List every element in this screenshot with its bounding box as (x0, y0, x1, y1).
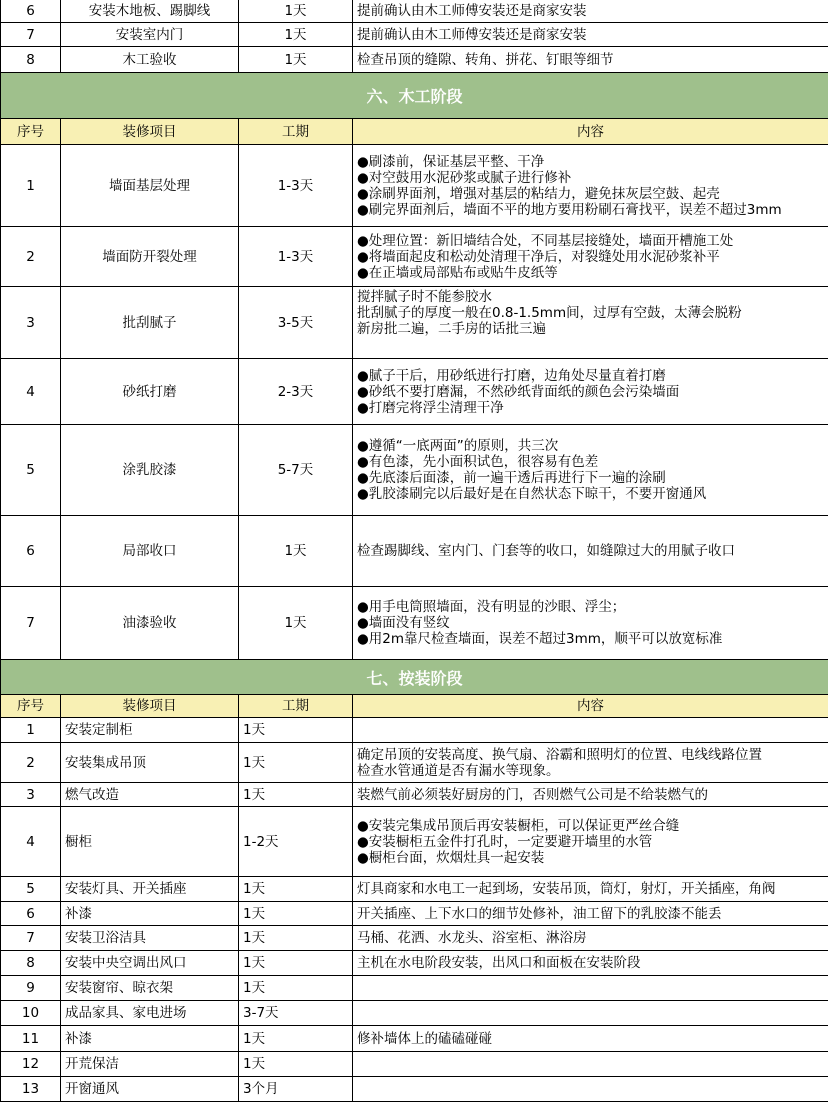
content-line: ●乳胶漆刷完以后最好是在自然状态下晾干，不要开窗通风 (357, 486, 707, 502)
cell-content[interactable] (353, 877, 828, 902)
cell-item[interactable]: 安装灯具、开关插座 (61, 877, 239, 902)
cell-item[interactable]: 局部收口 (61, 516, 239, 587)
cell-content[interactable] (353, 359, 828, 425)
cell-content[interactable] (353, 23, 828, 47)
cell-days[interactable]: 1天 (239, 976, 353, 1001)
cell-days[interactable]: 1天 (239, 0, 353, 23)
table-row (0, 359, 828, 425)
cell-item[interactable]: 安装卫浴洁具 (61, 926, 239, 951)
table-row (0, 718, 828, 743)
content-line: ●安装橱柜五金件打孔时，一定要避开墙里的水管 (357, 833, 653, 850)
content-line: 提前确认由木工师傅安装还是商家安装 (357, 3, 587, 19)
table-row (0, 877, 828, 902)
cell-no[interactable]: 3 (0, 287, 61, 359)
cell-item[interactable]: 成品家具、家电进场 (61, 1001, 239, 1026)
cell-item[interactable]: 补漆 (61, 1026, 239, 1052)
header-no: 序号 (0, 119, 61, 145)
cell-item[interactable]: 安装窗帘、晾衣架 (61, 976, 239, 1001)
table-row (0, 145, 828, 227)
section-title: 七、按装阶段 (0, 660, 828, 695)
cell-days[interactable]: 1天 (239, 926, 353, 951)
cell-item[interactable]: 油漆验收 (61, 587, 239, 660)
cell-content[interactable] (353, 1077, 828, 1102)
content-line: ●打磨完将浮尘清理干净 (357, 399, 504, 416)
header-content: 内容 (353, 119, 828, 145)
content-line: 主机在水电阶段安装，出风口和面板在安装阶段 (357, 955, 641, 971)
content-line: 检查踢脚线、室内门、门套等的收口，如缝隙过大的用腻子收口 (357, 543, 735, 559)
cell-days[interactable]: 1-2天 (239, 807, 353, 877)
content-line: 修补墙体上的磕磕碰碰 (357, 1030, 492, 1047)
content-line: 检查水管通道是否有漏水等现象。 (357, 762, 560, 779)
cell-item[interactable]: 橱柜 (61, 807, 239, 877)
section-title: 六、木工阶段 (0, 73, 828, 119)
table-row (0, 227, 828, 287)
table-row (0, 1077, 828, 1102)
cell-item[interactable]: 砂纸打磨 (61, 359, 239, 425)
cell-no[interactable]: 5 (0, 877, 61, 902)
cell-item[interactable]: 安装室内门 (61, 23, 239, 47)
table-row (0, 902, 828, 926)
cell-content[interactable] (353, 425, 828, 516)
cell-content[interactable] (353, 227, 828, 287)
header-days: 工期 (239, 695, 353, 718)
content-line: 开关插座、上下水口的细节处修补，油工留下的乳胶漆不能丢 (357, 905, 722, 922)
cell-no[interactable]: 12 (0, 1052, 61, 1077)
cell-no[interactable]: 4 (0, 807, 61, 877)
content-line: ●用2m靠尺检查墙面，误差不超过3mm，顺平可以放宽标准 (357, 631, 723, 647)
column-header-row (0, 695, 828, 718)
cell-no[interactable]: 1 (0, 145, 61, 227)
table-row (0, 1026, 828, 1052)
content-line: 确定吊顶的安装高度、换气扇、浴霸和照明灯的位置、电线线路位置 (357, 746, 762, 763)
cell-item[interactable]: 安装定制柜 (61, 718, 239, 743)
content-line: ●在正墙或局部贴布或贴牛皮纸等 (357, 264, 558, 281)
header-item: 装修项目 (61, 119, 239, 145)
content-line: ●将墙面起皮和松动处清理干净后，对裂缝处用水泥砂浆补平 (357, 248, 720, 265)
header-days: 工期 (239, 119, 353, 145)
content-line: ●对空鼓用水泥砂浆或腻子进行修补 (357, 169, 572, 186)
cell-days[interactable]: 1天 (239, 902, 353, 926)
cell-days[interactable]: 1-3天 (239, 227, 353, 287)
cell-no[interactable]: 7 (0, 587, 61, 660)
content-line: ●墙面没有竖纹 (357, 615, 450, 631)
cell-no[interactable]: 4 (0, 359, 61, 425)
content-line: ●处理位置：新旧墙结合处，不同基层接缝处，墙面开槽施工处 (357, 232, 734, 249)
content-line: ●用手电筒照墙面，没有明显的沙眼、浮尘； (357, 599, 626, 615)
cell-content[interactable] (353, 926, 828, 951)
cell-days[interactable]: 1天 (239, 951, 353, 976)
content-line: 检查吊顶的缝隙、转角、拼花、钉眼等细节 (357, 51, 614, 68)
cell-item[interactable]: 涂乳胶漆 (61, 425, 239, 516)
cell-content[interactable] (353, 743, 828, 783)
cell-days[interactable]: 1天 (239, 743, 353, 783)
content-line: ●涂刷界面剂，增强对基层的粘结力，避免抹灰层空鼓、起壳 (357, 185, 720, 202)
cell-item[interactable]: 墙面防开裂处理 (61, 227, 239, 287)
column-header-row (0, 119, 828, 145)
cell-item[interactable]: 开荒保洁 (61, 1052, 239, 1077)
table-row (0, 425, 828, 516)
table-row (0, 0, 828, 23)
table-row (0, 587, 828, 660)
table-row (0, 1052, 828, 1077)
table-row (0, 1001, 828, 1026)
table-row (0, 807, 828, 877)
cell-days[interactable]: 1天 (239, 587, 353, 660)
cell-content[interactable] (353, 287, 828, 359)
cell-no[interactable]: 5 (0, 425, 61, 516)
cell-content[interactable] (353, 807, 828, 877)
cell-content[interactable] (353, 902, 828, 926)
cell-no[interactable]: 11 (0, 1026, 61, 1052)
table-row (0, 23, 828, 47)
cell-item[interactable]: 墙面基层处理 (61, 145, 239, 227)
cell-content[interactable] (353, 1026, 828, 1052)
cell-item[interactable]: 批刮腻子 (61, 287, 239, 359)
cell-no[interactable]: 2 (0, 743, 61, 783)
cell-days[interactable]: 1天 (239, 718, 353, 743)
cell-content[interactable] (353, 587, 828, 660)
cell-content[interactable] (353, 783, 828, 807)
cell-no[interactable]: 6 (0, 0, 61, 23)
cell-days[interactable]: 1天 (239, 23, 353, 47)
content-line: 装燃气前必须装好厨房的门，否则燃气公司是不给装燃气的 (357, 786, 708, 803)
cell-content[interactable] (353, 47, 828, 73)
cell-item[interactable]: 补漆 (61, 902, 239, 926)
table-row (0, 976, 828, 1001)
cell-no[interactable]: 6 (0, 516, 61, 587)
table-row (0, 287, 828, 359)
cell-days[interactable]: 1-3天 (239, 145, 353, 227)
cell-item[interactable]: 安装集成吊顶 (61, 743, 239, 783)
cell-no[interactable]: 9 (0, 976, 61, 1001)
cell-no[interactable]: 10 (0, 1001, 61, 1026)
content-line: ●砂纸不要打磨漏，不然砂纸背面纸的颜色会污染墙面 (357, 383, 680, 400)
cell-no[interactable]: 1 (0, 718, 61, 743)
cell-days[interactable]: 5-7天 (239, 425, 353, 516)
table-row (0, 47, 828, 73)
cell-item[interactable]: 安装木地板、踢脚线 (61, 0, 239, 23)
cell-no[interactable]: 7 (0, 926, 61, 951)
cell-days[interactable]: 3-7天 (239, 1001, 353, 1026)
cell-content[interactable] (353, 718, 828, 743)
cell-days[interactable]: 3-5天 (239, 287, 353, 359)
content-line: 马桶、花洒、水龙头、浴室柜、淋浴房 (357, 930, 587, 946)
cell-days[interactable]: 3个月 (239, 1077, 353, 1102)
cell-days[interactable]: 1天 (239, 877, 353, 902)
cell-item[interactable]: 木工验收 (61, 47, 239, 73)
content-line: 新房批二遍，二手房的话批三遍 (357, 321, 546, 337)
cell-no[interactable]: 7 (0, 23, 61, 47)
header-no: 序号 (0, 695, 61, 718)
cell-no[interactable]: 6 (0, 902, 61, 926)
content-line: 批刮腻子的厚度一般在0.8-1.5mm间，过厚有空鼓，太薄会脱粉 (357, 305, 742, 321)
cell-content[interactable] (353, 0, 828, 23)
header-item: 装修项目 (61, 695, 239, 718)
cell-days[interactable]: 1天 (239, 1052, 353, 1077)
content-line: 灯具商家和水电工一起到场，安装吊顶，筒灯，射灯，开关插座，角阀 (357, 881, 776, 897)
table-row (0, 926, 828, 951)
cell-days[interactable]: 2-3天 (239, 359, 353, 425)
content-line: ●橱柜台面，炊烟灶具一起安装 (357, 849, 545, 866)
cell-days[interactable]: 1天 (239, 783, 353, 807)
table-row (0, 516, 828, 587)
table-row (0, 743, 828, 783)
content-line: 提前确认由木工师傅安装还是商家安装 (357, 26, 587, 43)
content-line: ●腻子干后，用砂纸进行打磨，边角处尽量直着打磨 (357, 367, 666, 384)
content-line: ●有色漆，先小面积试色，很容易有色差 (357, 454, 599, 470)
cell-no[interactable]: 8 (0, 47, 61, 73)
cell-item[interactable]: 开窗通风 (61, 1077, 239, 1102)
table-row (0, 783, 828, 807)
cell-no[interactable]: 2 (0, 227, 61, 287)
cell-content[interactable] (353, 1052, 828, 1077)
cell-item[interactable]: 燃气改造 (61, 783, 239, 807)
cell-no[interactable]: 3 (0, 783, 61, 807)
cell-days[interactable]: 1天 (239, 516, 353, 587)
content-line: ●刷完界面剂后，墙面不平的地方要用粉刷石膏找平，误差不超过3mm (357, 201, 782, 218)
content-line: 搅拌腻子时不能参胶水 (357, 289, 492, 305)
cell-content[interactable] (353, 976, 828, 1001)
cell-content[interactable] (353, 951, 828, 976)
header-content: 内容 (353, 695, 828, 718)
cell-days[interactable]: 1天 (239, 1026, 353, 1052)
content-line: ●安装完集成吊顶后再安装橱柜，可以保证更严丝合缝 (357, 817, 680, 834)
content-line: ●刷漆前，保证基层平整、干净 (357, 153, 545, 170)
cell-content[interactable] (353, 516, 828, 587)
cell-content[interactable] (353, 145, 828, 227)
content-line: ●遵循“一底两面”的原则，共三次 (357, 438, 559, 454)
cell-days[interactable]: 1天 (239, 47, 353, 73)
table-row (0, 951, 828, 976)
cell-no[interactable]: 8 (0, 951, 61, 976)
content-line: ●先底漆后面漆，前一遍干透后再进行下一遍的涂刷 (357, 470, 666, 486)
cell-content[interactable] (353, 1001, 828, 1026)
cell-no[interactable]: 13 (0, 1077, 61, 1102)
cell-item[interactable]: 安装中央空调出风口 (61, 951, 239, 976)
